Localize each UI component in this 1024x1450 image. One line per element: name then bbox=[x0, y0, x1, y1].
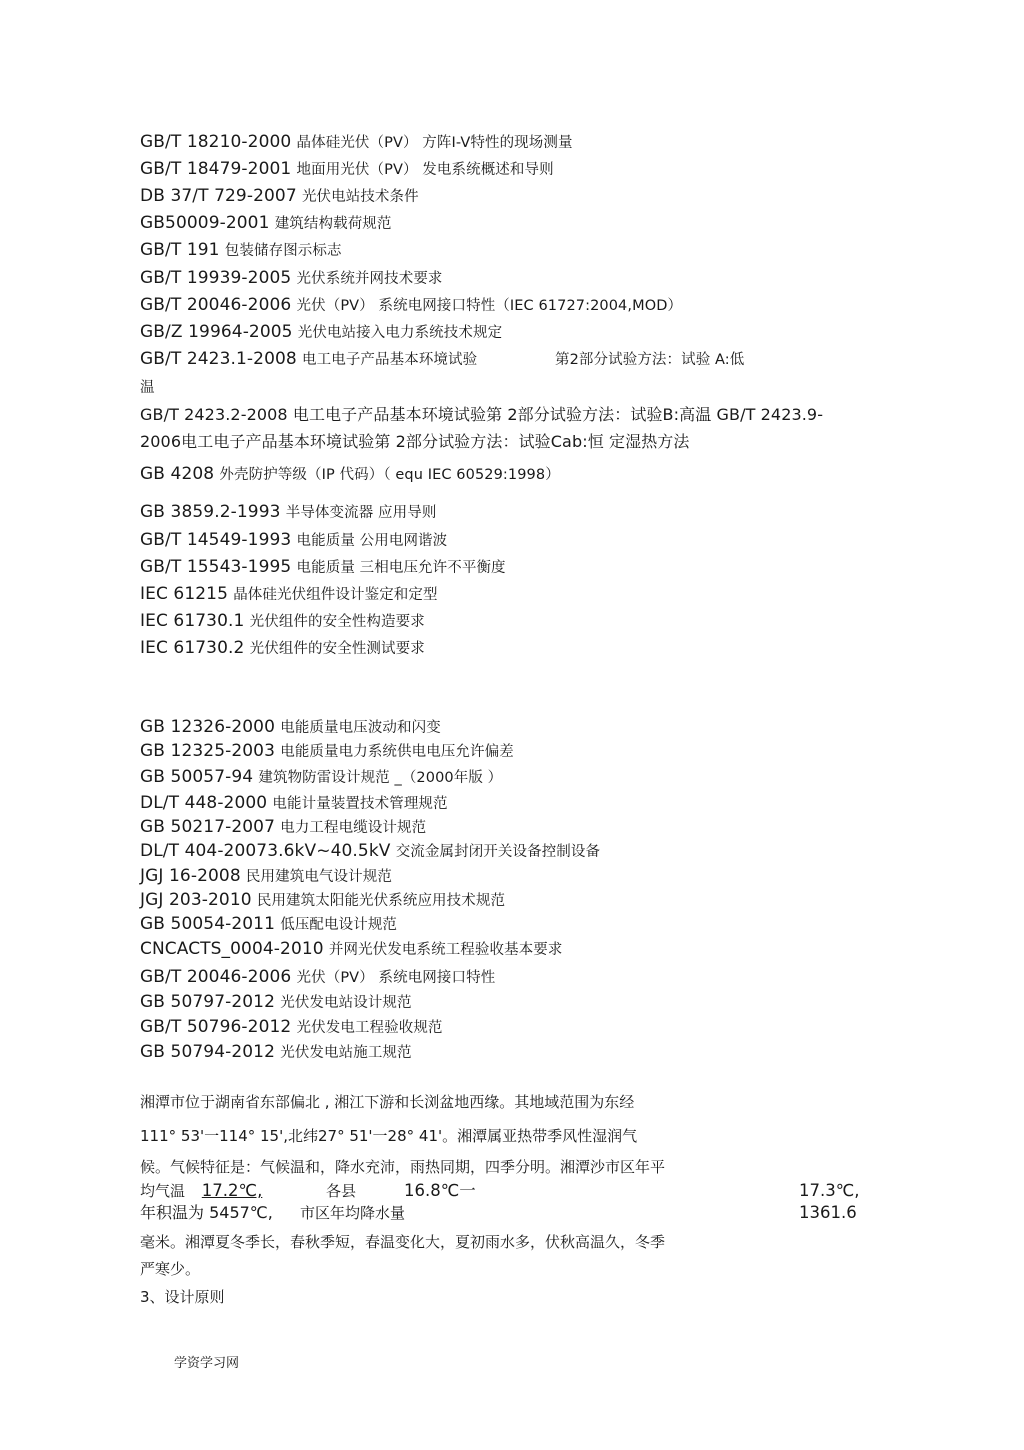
standard-item: GB 50794-2012 光伏发电站施工规范 bbox=[140, 1042, 412, 1062]
standard-item: GB 50054-2011 低压配电设计规范 bbox=[140, 914, 398, 934]
paragraph-line: 111° 53'一114° 15',北纬27° 51'一28° 41'。湘潭属亚热带季风性湿润气 bbox=[140, 1127, 638, 1145]
standard-item-2423-1: GB/T 2423.1-2008 电工电子产品基本环境试验 bbox=[140, 349, 478, 369]
paragraph-line-4-county: 各县 bbox=[326, 1182, 357, 1200]
paragraph-line-4-range: 16.8℃一 bbox=[404, 1181, 476, 1200]
standard-item: GB 3859.2-1993 半导体变流器 应用导则 bbox=[140, 502, 437, 522]
standard-item-2423-1-wrap: 温 bbox=[140, 380, 155, 396]
standard-item: CNCACTS_0004-2010 并网光伏发电系统工程验收基本要求 bbox=[140, 939, 563, 959]
standard-item: JGJ 203-2010 民用建筑太阳能光伏系统应用技术规范 bbox=[140, 890, 506, 910]
standard-item: GB/T 18479-2001 地面用光伏（PV） 发电系统概述和导则 bbox=[140, 159, 554, 179]
paragraph-line-4: 均气温 17.2℃, bbox=[140, 1181, 263, 1200]
standard-item: IEC 61730.1 光伏组件的安全性构造要求 bbox=[140, 611, 425, 631]
standard-item: DL/T 404-20073.6kV~40.5kV 交流金属封闭开关设备控制设备 bbox=[140, 841, 601, 861]
standard-item: GB 50057-94 建筑物防雷设计规范 _（2000年版 ） bbox=[140, 767, 503, 787]
standard-item: GB/T 15543-1995 电能质量 三相电压允许不平衡度 bbox=[140, 557, 506, 577]
standard-item: GB/T 18210-2000 晶体硅光伏（PV） 方阵I-V特性的现场测量 bbox=[140, 132, 573, 152]
paragraph-line: 湘潭市位于湖南省东部偏北 , 湘江下游和长浏盆地西缘。其地域范围为东经 bbox=[140, 1093, 635, 1111]
section-heading: 3、设计原则 bbox=[140, 1288, 225, 1306]
standard-item: GB/T 14549-1993 电能质量 公用电网谐波 bbox=[140, 530, 448, 550]
standard-item: GB 50797-2012 光伏发电站设计规范 bbox=[140, 992, 412, 1012]
standard-item: IEC 61730.2 光伏组件的安全性测试要求 bbox=[140, 638, 425, 658]
paragraph-line-4-end: 17.3℃, bbox=[799, 1181, 860, 1200]
standard-item: DL/T 448-2000 电能计量装置技术管理规范 bbox=[140, 793, 448, 813]
standard-item: GB/Z 19964-2005 光伏电站接入电力系统技术规定 bbox=[140, 322, 503, 342]
standard-item: IEC 61215 晶体硅光伏组件设计鉴定和定型 bbox=[140, 584, 438, 604]
standard-item: GB/T 20046-2006 光伏（PV） 系统电网接口特性（IEC 61727:2004,MOD） bbox=[140, 295, 683, 315]
paragraph-line-5: 年积温为 5457℃, bbox=[140, 1203, 273, 1222]
paragraph-line-5-end: 1361.6 bbox=[799, 1203, 857, 1222]
paragraph-line: 候。气候特征是：气候温和，降水充沛，雨热同期，四季分明。湘潭沙市区年平 bbox=[140, 1158, 666, 1176]
standard-item: GB/T 191 包装储存图示标志 bbox=[140, 240, 342, 260]
standard-item: GB/T 50796-2012 光伏发电工程验收规范 bbox=[140, 1017, 443, 1037]
standard-item: GB/T 20046-2006 光伏（PV） 系统电网接口特性 bbox=[140, 967, 496, 987]
page-footer: 学资学习网 bbox=[174, 1356, 240, 1371]
standard-item: GB 12326-2000 电能质量电压波动和闪变 bbox=[140, 717, 441, 737]
standard-item-2423-2-line2: 2006电工电子产品基本环境试验第 2部分试验方法：试验Cab:恒 定湿热方法 bbox=[140, 432, 690, 451]
paragraph-line: 毫米。湘潭夏冬季长，春秋季短，春温变化大，夏初雨水多，伏秋高温久，冬季 bbox=[140, 1233, 666, 1251]
standard-item: GB/T 19939-2005 光伏系统并网技术要求 bbox=[140, 268, 443, 288]
standard-item: DB 37/T 729-2007 光伏电站技术条件 bbox=[140, 186, 419, 206]
standard-item: GB 50217-2007 电力工程电缆设计规范 bbox=[140, 817, 427, 837]
paragraph-line-5-city: 市区年均降水量 bbox=[300, 1204, 406, 1222]
standard-item: JGJ 16-2008 民用建筑电气设计规范 bbox=[140, 866, 392, 886]
paragraph-line: 严寒少。 bbox=[140, 1260, 201, 1278]
standard-item-4208: GB 4208 外壳防护等级（IP 代码）（ equ IEC 60529:1998） bbox=[140, 464, 560, 484]
standard-item: GB50009-2001 建筑结构载荷规范 bbox=[140, 213, 392, 233]
standard-item-2423-1-part: 第2部分试验方法：试验 A:低 bbox=[555, 352, 745, 368]
standard-item-2423-2-line1: GB/T 2423.2-2008 电工电子产品基本环境试验第 2部分试验方法：试验B:高温 GB/T 2423.9- bbox=[140, 405, 824, 424]
standard-item: GB 12325-2003 电能质量电力系统供电电压允许偏差 bbox=[140, 741, 514, 761]
